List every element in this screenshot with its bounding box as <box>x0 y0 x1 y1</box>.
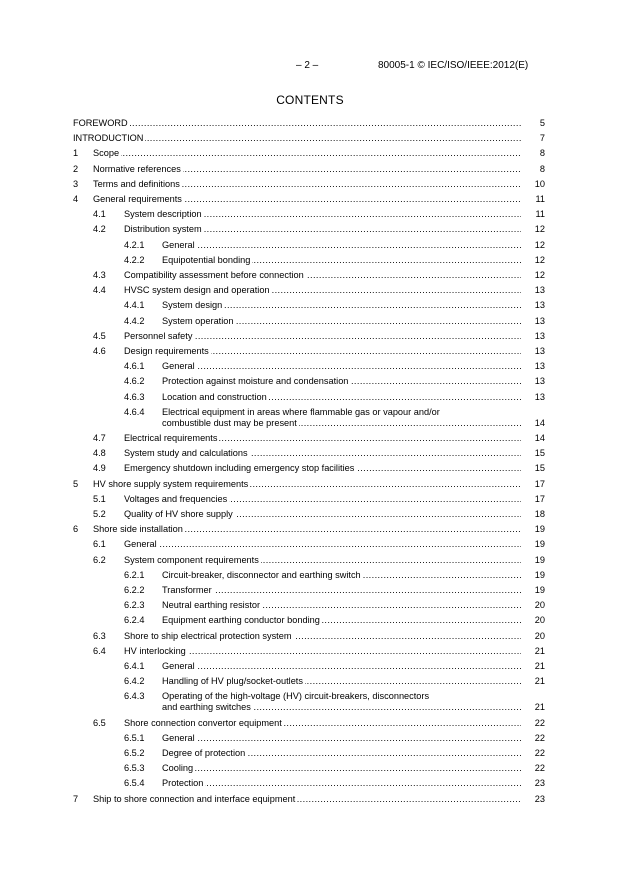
toc-entry[interactable] <box>0 794 620 805</box>
toc-dot-leader <box>124 539 535 550</box>
toc-entry-number: 6.2.4 <box>124 615 145 626</box>
page-title: CONTENTS <box>276 93 344 107</box>
toc-entry[interactable] <box>0 448 620 459</box>
toc-entry[interactable] <box>0 148 620 159</box>
toc-entry-title: Normative references <box>93 163 181 174</box>
toc-dot-leader <box>162 661 535 672</box>
toc-entry-page: 17 <box>521 494 545 505</box>
toc-entry-number: 5.2 <box>93 509 106 519</box>
toc-entry-page: 22 <box>521 718 545 729</box>
toc-entry-title: Distribution system <box>124 224 202 235</box>
toc-entry-page: 7 <box>521 133 545 144</box>
toc-entry-number: 4.6.2 <box>124 376 145 387</box>
toc-entry[interactable] <box>0 300 620 311</box>
toc-entry-title: General <box>162 361 195 372</box>
toc-entry-title: Scope <box>93 148 120 159</box>
toc-entry-title: INTRODUCTION <box>73 133 144 144</box>
toc-entry-number: 4.1 <box>93 209 106 220</box>
toc-dot-leader <box>162 778 535 789</box>
toc-entry-title: General <box>162 239 195 250</box>
toc-entry-page: 14 <box>521 418 545 429</box>
toc-entry-title: General requirements <box>93 194 182 204</box>
toc-entry-page: 18 <box>521 509 545 520</box>
toc-dot-leader <box>162 361 535 372</box>
toc-entry-number: 6.4 <box>93 645 106 656</box>
toc-entry[interactable] <box>0 406 620 428</box>
toc-entry-title: Design requirements <box>124 346 209 356</box>
page-number: – 2 – <box>296 60 319 71</box>
toc-entry-page: 21 <box>521 646 545 657</box>
toc-entry[interactable] <box>0 631 620 642</box>
toc-entry-number: 5.1 <box>93 493 106 504</box>
toc-entry-number: 6.5 <box>93 717 106 728</box>
toc-entry-title: FOREWORD <box>73 118 128 128</box>
toc-entry-title: Degree of protection <box>162 748 246 758</box>
toc-entry-title: Circuit-breaker, disconnector and earthing switch <box>162 569 361 580</box>
toc-entry-page: 19 <box>521 585 545 596</box>
toc-entry-page: 13 <box>521 331 545 342</box>
toc-entry-title: HV shore supply system requirements <box>93 478 249 489</box>
toc-entry-page: 12 <box>521 224 545 235</box>
toc-entry-title: Protection against moisture and condensation <box>162 376 349 387</box>
toc-entry-number: 4.2.2 <box>124 254 145 265</box>
toc-dot-leader <box>73 118 535 129</box>
toc-entry[interactable] <box>0 615 620 626</box>
toc-entry-number: 6.5.3 <box>124 763 145 774</box>
toc-entry-title: General <box>162 661 195 671</box>
toc-entry-number: 4.4.2 <box>124 315 145 326</box>
toc-entry-number: 6.3 <box>93 630 106 641</box>
toc-entry-number: 6.2.1 <box>124 569 145 580</box>
toc-entry-number: 6.2.2 <box>124 585 145 595</box>
toc-entry-title: Terms and definitions <box>93 178 180 189</box>
toc-entry-page: 12 <box>521 270 545 281</box>
toc-entry-page: 22 <box>521 748 545 759</box>
toc-entry[interactable] <box>0 463 620 474</box>
toc-entry-number: 4.7 <box>93 433 106 443</box>
toc-entry-number: 2 <box>73 163 79 174</box>
toc-entry[interactable] <box>0 494 620 505</box>
toc-entry-page: 15 <box>521 463 545 474</box>
toc-entry[interactable] <box>0 164 620 175</box>
toc-entry-number: 4 <box>73 194 79 204</box>
toc-entry-title: Shore to ship electrical protection system <box>124 630 292 641</box>
toc-entry-page: 22 <box>521 763 545 774</box>
toc-entry-number: 4.4.1 <box>124 300 145 311</box>
toc-entry-number: 4.3 <box>93 270 106 280</box>
toc-entry[interactable] <box>0 555 620 566</box>
toc-entry-page: 8 <box>521 148 545 159</box>
toc-entry[interactable] <box>0 748 620 759</box>
toc-entry-title: Ship to shore connection and interface equipment <box>93 793 296 804</box>
document-id: 80005-1 © IEC/ISO/IEEE:2012(E) <box>378 60 529 71</box>
toc-entry-title: Cooling <box>162 763 194 774</box>
toc-entry-title: Operating of the high-voltage (HV) circuit-breakers, disconnectors <box>162 691 430 702</box>
toc-entry[interactable] <box>0 285 620 296</box>
toc-entry-title: Quality of HV shore supply <box>124 509 233 519</box>
toc-entry-number: 4.4 <box>93 285 106 296</box>
toc-entry-number: 1 <box>73 148 79 159</box>
toc-entry-title: System study and calculations <box>124 448 248 459</box>
toc-entry[interactable] <box>0 224 620 235</box>
toc-entry-page: 13 <box>521 300 545 311</box>
toc-entry-page: 13 <box>521 285 545 296</box>
toc-entry[interactable] <box>0 539 620 550</box>
toc-entry-page: 23 <box>521 794 545 805</box>
toc-entry-number: 4.6.4 <box>124 406 145 417</box>
toc-entry-page: 12 <box>521 255 545 266</box>
toc-entry-number: 4.5 <box>93 330 106 341</box>
toc-entry[interactable] <box>0 209 620 220</box>
toc-entry-title: Emergency shutdown including emergency stop facilities <box>124 463 355 474</box>
toc-entry-number: 4.6.1 <box>124 361 145 372</box>
toc-entry-title: Compatibility assessment before connection <box>124 270 304 280</box>
toc-entry-title: combustible dust may be present <box>162 417 297 428</box>
toc-entry[interactable] <box>0 194 620 205</box>
toc-entry-page: 19 <box>521 570 545 581</box>
toc-entry[interactable] <box>0 392 620 403</box>
toc-entry-page: 13 <box>521 361 545 372</box>
toc-entry-number: 4.2.1 <box>124 239 145 250</box>
toc-entry-page: 11 <box>521 209 545 220</box>
toc-entry-number: 4.9 <box>93 463 106 474</box>
toc-entry-title: General <box>124 539 157 550</box>
toc-entry-page: 23 <box>521 778 545 789</box>
toc-dot-leader <box>162 585 535 596</box>
toc-entry[interactable] <box>0 676 620 687</box>
toc-entry[interactable] <box>0 778 620 789</box>
toc-entry-title: System component requirements <box>124 554 259 565</box>
toc-entry-title: System description <box>124 209 202 220</box>
toc-entry-title: Neutral earthing resistor <box>162 600 261 611</box>
toc-entry-page: 20 <box>521 615 545 626</box>
toc-entry-page: 5 <box>521 118 545 129</box>
toc-entry[interactable] <box>0 646 620 657</box>
toc-dot-leader <box>162 763 535 774</box>
toc-entry-number: 4.6 <box>93 346 106 356</box>
toc-entry-page: 19 <box>521 555 545 566</box>
toc-entry-page: 19 <box>521 524 545 535</box>
toc-entry-number: 6.1 <box>93 539 106 550</box>
toc-entry-page: 15 <box>521 448 545 459</box>
toc-entry-title: HV interlocking <box>124 645 186 656</box>
toc-entry-page: 13 <box>521 376 545 387</box>
toc-entry-number: 3 <box>73 178 79 189</box>
toc-entry[interactable] <box>0 600 620 611</box>
toc-entry-page: 10 <box>521 179 545 190</box>
toc-entry[interactable] <box>0 763 620 774</box>
toc-entry-page: 19 <box>521 539 545 550</box>
toc-entry-number: 6.5.2 <box>124 748 145 758</box>
toc-entry-number: 6.5.4 <box>124 778 145 789</box>
toc-entry[interactable] <box>0 179 620 190</box>
toc-entry-title: Equipotential bonding <box>162 254 251 265</box>
toc-entry-page: 13 <box>521 392 545 403</box>
toc-entry[interactable] <box>0 570 620 581</box>
toc-entry-page: 11 <box>521 194 545 205</box>
toc-entry-number: 6 <box>73 524 79 535</box>
toc-entry[interactable] <box>0 661 620 672</box>
toc-entry[interactable] <box>0 733 620 744</box>
toc-entry[interactable] <box>0 433 620 444</box>
toc-entry-title: General <box>162 732 195 743</box>
toc-entry[interactable] <box>0 479 620 490</box>
toc-entry[interactable] <box>0 316 620 327</box>
toc-entry-number: 6.5.1 <box>124 732 145 743</box>
toc-entry-title: Electrical equipment in areas where flammable gas or vapour and/or <box>162 406 440 417</box>
toc-entry[interactable] <box>0 133 620 144</box>
toc-entry-number: 4.6.3 <box>124 391 145 402</box>
toc-entry-title: Personnel safety <box>124 330 193 341</box>
toc-entry[interactable] <box>0 376 620 387</box>
toc-entry-number: 6.2.3 <box>124 600 145 611</box>
toc-entry-number: 5 <box>73 478 79 489</box>
toc-entry-page: 13 <box>521 346 545 357</box>
toc-entry-number: 6.4.2 <box>124 676 145 687</box>
toc-entry-page: 21 <box>521 676 545 687</box>
toc-entry-title: Location and construction <box>162 391 267 402</box>
toc-entry-number: 4.8 <box>93 448 106 459</box>
toc-entry-page: 21 <box>521 661 545 672</box>
toc-entry-page: 20 <box>521 600 545 611</box>
toc-entry-number: 6.4.1 <box>124 661 145 671</box>
toc-entry-page: 13 <box>521 316 545 327</box>
toc-entry-page: 20 <box>521 631 545 642</box>
toc-entry-number: 4.2 <box>93 224 106 235</box>
toc-entry[interactable] <box>0 585 620 596</box>
toc-entry-title: and earthing switches <box>162 702 251 713</box>
toc-entry-title: Equipment earthing conductor bonding <box>162 615 320 626</box>
toc-entry-title: Transformer <box>162 585 212 595</box>
toc-entry-title: Protection <box>162 778 204 789</box>
toc-entry-number: 7 <box>73 793 79 804</box>
toc-dot-leader <box>162 240 535 251</box>
toc-entry[interactable] <box>0 255 620 266</box>
toc-entry[interactable] <box>0 240 620 251</box>
toc-entry-title: Shore side installation <box>93 524 183 535</box>
toc-entry[interactable] <box>0 270 620 281</box>
toc-dot-leader <box>93 148 535 159</box>
toc-entry[interactable] <box>0 524 620 535</box>
toc-entry-title: Electrical requirements <box>124 433 218 443</box>
toc-entry-number: 6.2 <box>93 554 106 565</box>
toc-entry[interactable] <box>0 718 620 729</box>
toc-entry[interactable] <box>0 361 620 372</box>
toc-entry-title: Handling of HV plug/socket-outlets <box>162 676 303 687</box>
toc-entry-page: 8 <box>521 164 545 175</box>
toc-entry[interactable] <box>0 691 620 713</box>
toc-entry-title: System operation <box>162 315 234 326</box>
toc-dot-leader <box>162 733 535 744</box>
toc-entry-title: System design <box>162 300 223 311</box>
toc-entry-title: Shore connection convertor equipment <box>124 717 282 728</box>
toc-entry-page: 22 <box>521 733 545 744</box>
toc-entry[interactable] <box>0 331 620 342</box>
toc-entry-page: 21 <box>521 702 545 713</box>
toc-entry[interactable] <box>0 346 620 357</box>
toc-entry[interactable] <box>0 509 620 520</box>
toc-entry-page: 14 <box>521 433 545 444</box>
toc-entry-title: HVSC system design and operation <box>124 285 270 296</box>
toc-entry-title: Voltages and frequencies <box>124 493 228 504</box>
toc-entry-number: 6.4.3 <box>124 691 145 702</box>
toc-entry-page: 17 <box>521 479 545 490</box>
toc-entry[interactable] <box>0 118 620 129</box>
toc-entry-page: 12 <box>521 240 545 251</box>
